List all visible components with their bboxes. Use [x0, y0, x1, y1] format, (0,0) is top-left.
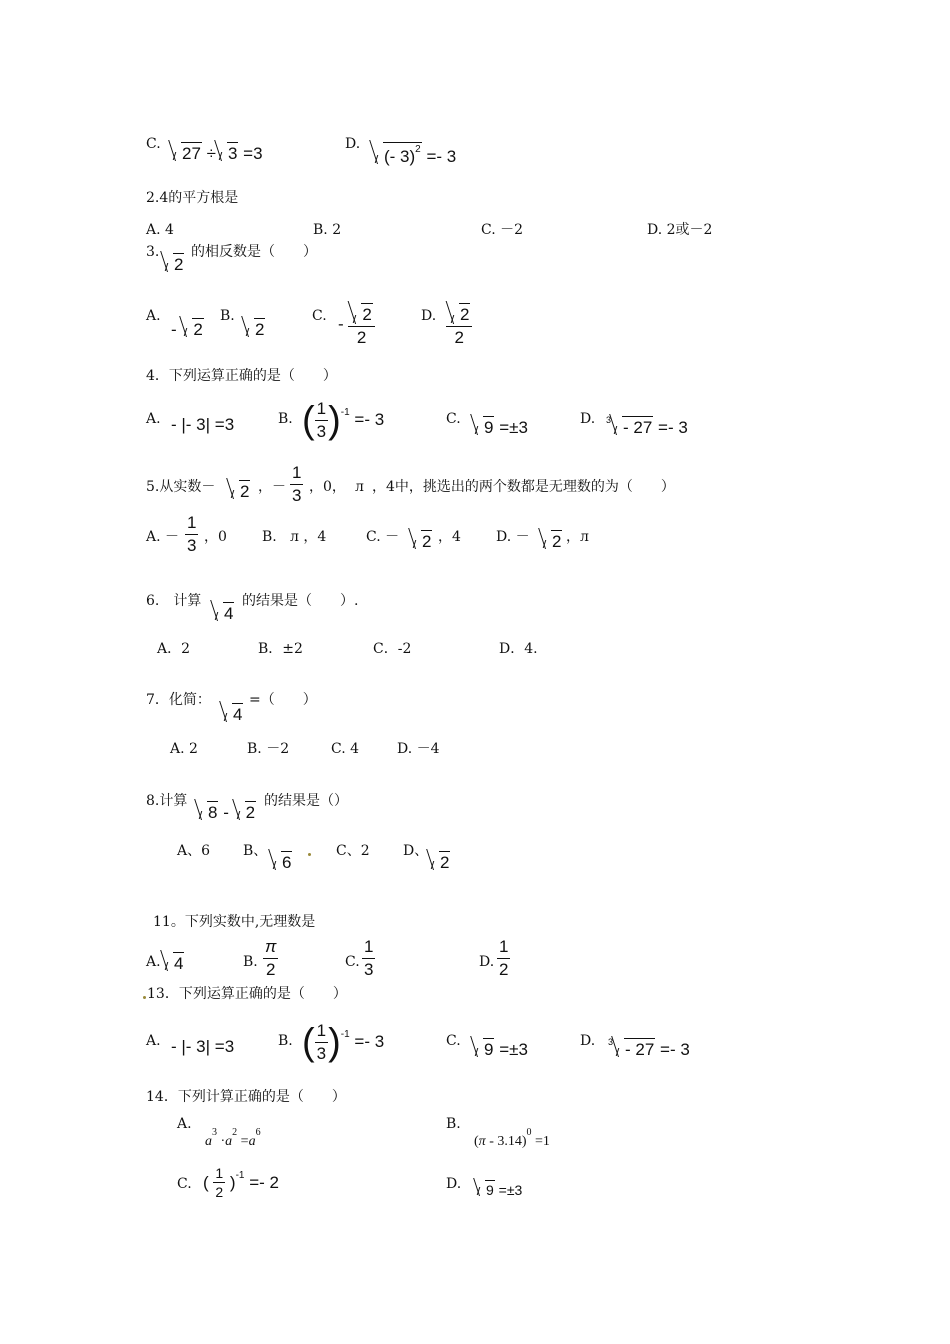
question-stem: 5.从实数－	[146, 479, 216, 495]
question-stem: 13．下列运算正确的是（ ）	[147, 986, 347, 1002]
math-expression: ( $\frac{1}{3}$ )$^{-1}$ =- 3	[302, 399, 385, 442]
option-c: C. －	[366, 529, 400, 545]
option-a: A.	[146, 1033, 161, 1049]
option-a: A．2	[157, 641, 191, 657]
question-stem: ，－	[258, 479, 286, 495]
math-expression: - $\frac{2}{2}$	[338, 303, 375, 347]
option-c-tail: ，4	[438, 529, 461, 545]
math-expression: 6	[270, 851, 292, 871]
math-expression: $a^3 \cdot a^2 =a^6$	[205, 1127, 261, 1149]
option-b: B、	[243, 843, 268, 859]
option-a: A. 4	[146, 222, 174, 238]
math-expression: 2	[410, 530, 432, 550]
option-c: C.	[446, 1033, 461, 1049]
question-stem: 的结果是（ ）.	[242, 593, 359, 609]
question-stem: 的相反数是（ ）	[191, 244, 317, 260]
option-d: D．4.	[499, 641, 538, 657]
option-label-c: C.	[146, 136, 161, 152]
math-expression: - 2	[171, 320, 203, 339]
math-expression: (- 3)$^2$ =- 3	[372, 142, 456, 165]
math-expression: 2	[162, 253, 184, 273]
option-d: D. 2或－2	[647, 222, 713, 238]
math-expression: (π - 3.14)$^0$ =1	[474, 1127, 550, 1149]
question-stem: ，4中，挑选出的两个数都是无理数的为（ ）	[372, 479, 675, 495]
math-expression: $^3$ - 27 =- 3	[606, 415, 688, 437]
option-b: B.	[220, 308, 235, 324]
option-c: C.	[312, 308, 327, 324]
option-d: D. －	[496, 529, 530, 545]
math-expression: 27 ÷ 3 =3	[170, 142, 263, 162]
option-c: C. －2	[481, 222, 524, 238]
option-b: B. 2	[313, 222, 342, 238]
question-number: 3.	[146, 244, 160, 260]
option-b-tail: л ，4	[290, 529, 327, 545]
math-expression: $\frac{1}{2}$	[499, 937, 509, 979]
math-expression: 9 =±3	[472, 416, 528, 436]
option-a: A、6	[177, 843, 211, 859]
math-expression: 4	[221, 703, 243, 723]
math-expression: 2	[228, 480, 250, 500]
option-a: A. 2	[170, 741, 198, 757]
question-stem: 的结果是（）	[264, 793, 348, 809]
option-c: C. 4	[331, 741, 360, 757]
math-expression: 2	[428, 851, 450, 871]
option-b: B.	[278, 411, 293, 427]
option-c: C.	[345, 954, 360, 970]
math-expression: $^3$ - 27 =- 3	[608, 1037, 690, 1059]
option-d: D.	[479, 954, 495, 970]
option-b: B. －2	[247, 741, 290, 757]
option-c: C.	[446, 411, 461, 427]
option-c: C、2	[336, 843, 370, 859]
pi-symbol: л	[355, 479, 364, 495]
math-expression: - |- 3| =3	[171, 1037, 235, 1056]
option-d: D. －4	[397, 741, 440, 757]
option-a: A. －	[146, 529, 180, 545]
math-expression: 2	[243, 318, 265, 338]
math-expression: 4	[212, 602, 234, 622]
option-a: A.	[146, 954, 161, 970]
math-expression: 8 - 2	[196, 801, 256, 821]
math-expression: ( $\frac{1}{3}$ )$^{-1}$ =- 3	[302, 1021, 385, 1064]
question-stem: =（ ）	[249, 692, 317, 708]
option-a: A.	[177, 1116, 192, 1132]
math-expression: $\frac{2}{2}$	[446, 303, 472, 347]
option-d: D.	[580, 411, 596, 427]
option-d: D、	[403, 843, 429, 859]
option-d: D.	[446, 1176, 462, 1192]
option-b: B．±2	[258, 641, 303, 657]
question-stem: ，0，	[309, 479, 346, 495]
option-d: D.	[580, 1033, 596, 1049]
math-expression: 4	[162, 952, 184, 972]
option-b: B.	[446, 1116, 461, 1132]
question-stem: 6. 计算	[146, 593, 202, 609]
math-expression: $\frac{1}{3}$	[187, 513, 197, 555]
option-label-d: D.	[345, 136, 361, 152]
option-d-tail: ，л	[566, 529, 589, 545]
option-a: A.	[146, 308, 161, 324]
question-stem: 4．下列运算正确的是（ ）	[146, 368, 337, 384]
math-expression: - |- 3| =3	[171, 415, 235, 434]
math-expression: ( $\frac{1}{2}$ )$^{-1}$ =- 2	[203, 1165, 279, 1201]
question-stem: 11。下列实数中,无理数是	[153, 914, 316, 930]
math-expression: 9 =±3	[474, 1180, 522, 1197]
option-c: C.	[177, 1176, 192, 1192]
option-a: A.	[146, 411, 161, 427]
math-expression: 9 =±3	[472, 1038, 528, 1058]
option-b: B.	[262, 529, 277, 545]
math-expression: $\frac{\pi}{2}$	[265, 937, 277, 979]
option-d: D.	[421, 308, 437, 324]
question-stem: 2.4的平方根是	[146, 190, 239, 206]
speck	[143, 996, 146, 999]
question-stem: 7．化简：	[146, 692, 211, 708]
speck	[308, 853, 311, 856]
question-stem: 8.计算	[146, 793, 188, 809]
option-b: B.	[243, 954, 258, 970]
question-stem: 14．下列计算正确的是（ ）	[146, 1089, 346, 1105]
math-expression: $\frac{1}{3}$	[364, 937, 374, 979]
option-b: B.	[278, 1033, 293, 1049]
option-a-tail: ，0	[204, 529, 227, 545]
option-c: C．-2	[373, 641, 412, 657]
math-expression: $\frac{1}{3}$	[292, 463, 302, 505]
math-expression: 2	[540, 530, 562, 550]
